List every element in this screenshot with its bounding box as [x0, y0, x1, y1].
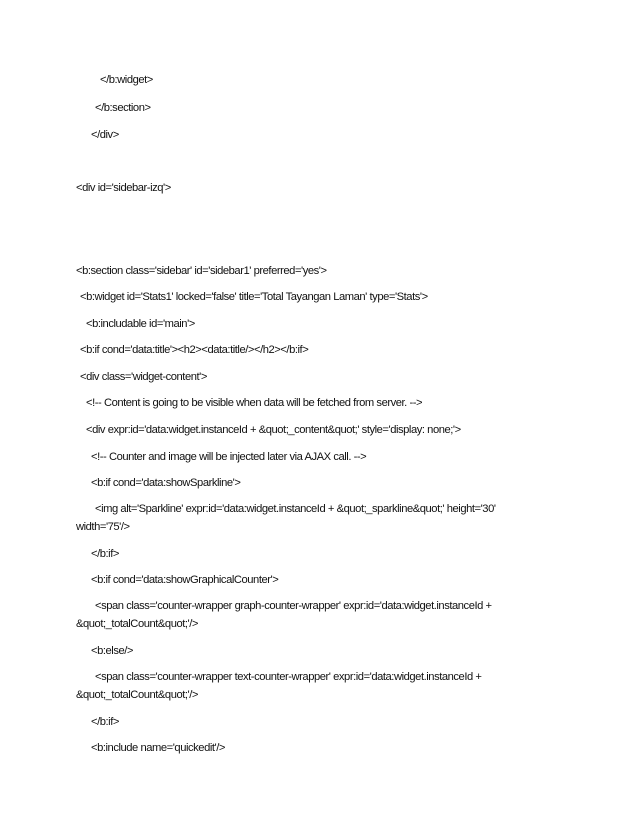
code-line: <!-- Content is going to be visible when data will be fetched from server. --> — [86, 397, 423, 409]
code-line: &quot;_totalCount&quot;'/> — [76, 618, 198, 630]
code-line: <b:if cond='data:title'><h2><data:title/></h2></b:if> — [80, 344, 309, 356]
code-line: <div id='sidebar-izq'> — [76, 182, 171, 194]
code-line: </b:if> — [91, 548, 119, 560]
code-line: </b:if> — [91, 716, 119, 728]
code-line: <!-- Counter and image will be injected later via AJAX call. --> — [91, 451, 367, 463]
code-line: </b:section> — [95, 102, 151, 114]
code-line: <b:widget id='Stats1' locked='false' title='Total Tayangan Laman' type='Stats'> — [80, 291, 428, 303]
code-line: <b:if cond='data:showSparkline'> — [91, 477, 241, 489]
code-line: <img alt='Sparkline' expr:id='data:widget.instanceId + &quot;_sparkline&quot;' height='30' — [95, 503, 496, 515]
code-line: <div expr:id='data:widget.instanceId + &quot;_content&quot;' style='display: none;'> — [86, 424, 461, 436]
code-line: &quot;_totalCount&quot;'/> — [76, 689, 198, 701]
code-line: <b:section class='sidebar' id='sidebar1' preferred='yes'> — [76, 265, 327, 277]
code-line: <b:else/> — [91, 645, 133, 657]
code-line: </div> — [91, 129, 119, 141]
code-line: <span class='counter-wrapper graph-counter-wrapper' expr:id='data:widget.instanceId + — [95, 600, 492, 612]
code-line: <div class='widget-content'> — [80, 371, 207, 383]
code-line: <b:includable id='main'> — [86, 318, 195, 330]
code-line: </b:widget> — [100, 74, 153, 86]
code-line: <span class='counter-wrapper text-counter-wrapper' expr:id='data:widget.instanceId + — [95, 671, 482, 683]
code-line: width='75'/> — [76, 521, 130, 533]
code-line: <b:include name='quickedit'/> — [91, 742, 225, 754]
code-line: <b:if cond='data:showGraphicalCounter'> — [91, 574, 279, 586]
